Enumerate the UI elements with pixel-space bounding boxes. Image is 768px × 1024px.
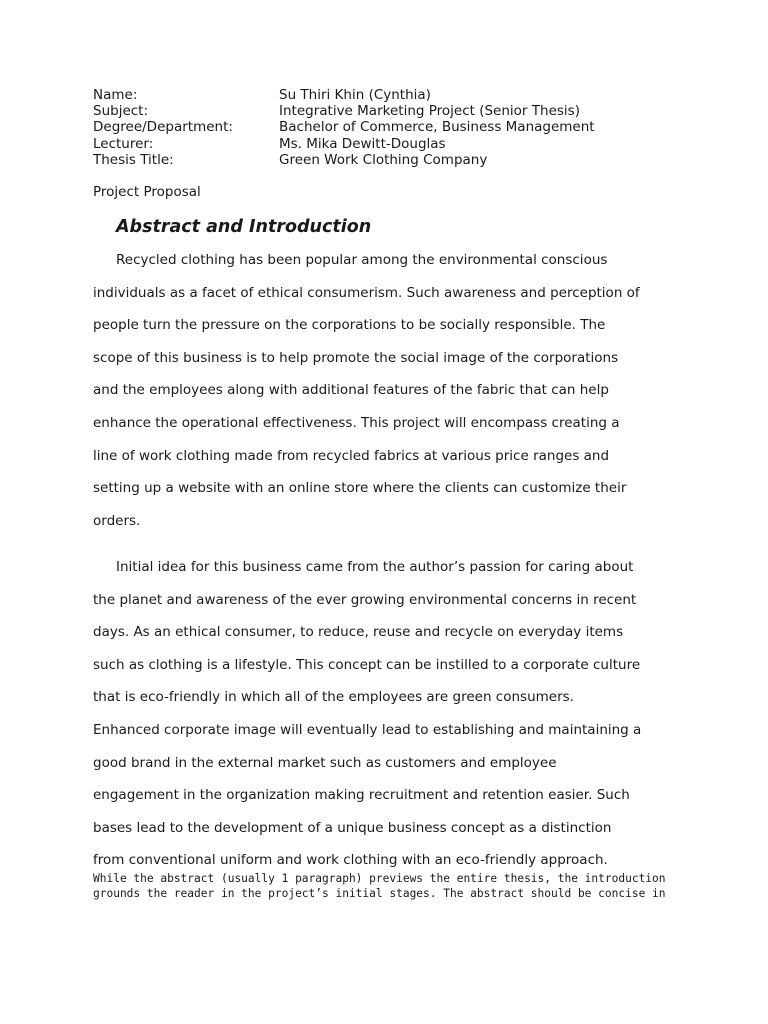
paragraph-line: Initial idea for this business came from the author’s passion for caring about — [116, 559, 634, 575]
info-row-lecturer — [93, 136, 693, 152]
paragraph-line: orders. — [93, 512, 141, 529]
paragraph-line: scope of this business is to help promote the social image of the corporations — [93, 349, 619, 366]
paragraph-line: Recycled clothing has been popular among the environmental conscious — [116, 252, 608, 268]
thesis-info-block — [93, 87, 693, 168]
paragraph-line: the planet and awareness of the ever growing environmental concerns in recent — [93, 591, 637, 608]
info-value: Integrative Marketing Project (Senior Thesis) — [279, 103, 580, 120]
info-label: Subject: — [93, 103, 149, 120]
note-line: While the abstract (usually 1 paragraph) previews the entire thesis, the introduction — [93, 872, 666, 885]
abstract-paragraph — [93, 244, 683, 537]
info-value: Ms. Mika Dewitt-Douglas — [279, 135, 446, 152]
paragraph-line: bases lead to the development of a unique business concept as a distinction — [93, 819, 612, 836]
info-value: Su Thiri Khin (Cynthia) — [279, 87, 431, 103]
info-label: Lecturer: — [93, 135, 154, 152]
paragraph-line: line of work clothing made from recycled fabrics at various price ranges and — [93, 447, 610, 464]
info-row-subject — [93, 103, 693, 119]
paragraph-line: good brand in the external market such as customers and employee — [93, 754, 557, 771]
info-row-degree — [93, 119, 693, 135]
paragraph-line: people turn the pressure on the corporations to be socially responsible. The — [93, 317, 606, 334]
paragraph-line: and the employees along with additional features of the fabric that can help — [93, 382, 609, 399]
info-row-name — [93, 87, 693, 103]
paragraph-line: days. As an ethical consumer, to reduce, reuse and recycle on everyday items — [93, 624, 624, 641]
paragraph-line: from conventional uniform and work clothing with an eco-friendly approach. — [93, 852, 608, 869]
paragraph-line: enhance the operational effectiveness. This project will encompass creating a — [93, 414, 620, 431]
note-line: grounds the reader in the project’s initial stages. The abstract should be concise in — [93, 886, 666, 900]
paragraph-line: individuals as a facet of ethical consumerism. Such awareness and perception of — [93, 284, 640, 301]
guidance-note — [93, 872, 693, 901]
paragraph-line: engagement in the organization making recruitment and retention easier. Such — [93, 787, 630, 804]
info-value: Green Work Clothing Company — [279, 151, 488, 168]
paragraph-line: that is eco-friendly in which all of the employees are green consumers. — [93, 689, 574, 706]
info-label: Name: — [93, 87, 138, 103]
info-value: Bachelor of Commerce, Business Management — [279, 119, 595, 136]
section-heading: Abstract and Introduction — [116, 217, 372, 237]
info-label: Thesis Title: — [93, 151, 174, 168]
info-row-thesis-title — [93, 152, 693, 168]
paragraph-line: such as clothing is a lifestyle. This concept can be instilled to a corporate culture — [93, 656, 641, 673]
info-label: Degree/Department: — [93, 119, 233, 136]
project-proposal-label: Project Proposal — [93, 184, 201, 200]
paragraph-line: Enhanced corporate image will eventually lead to establishing and maintaining a — [93, 721, 642, 738]
paragraph-line: setting up a website with an online store where the clients can customize their — [93, 480, 627, 497]
introduction-paragraph — [93, 551, 683, 877]
